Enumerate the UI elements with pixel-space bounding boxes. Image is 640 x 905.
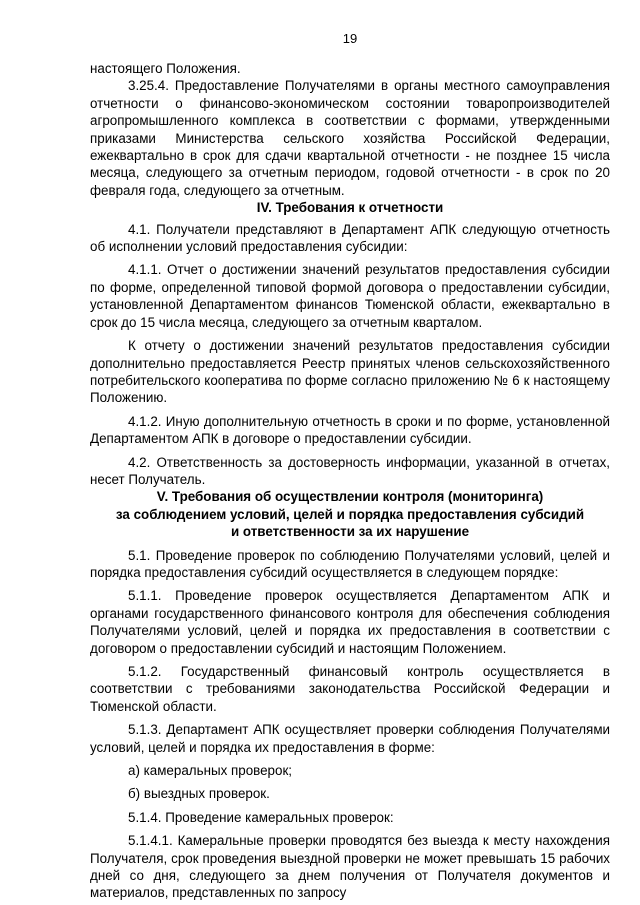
section-4-heading: IV. Требования к отчетности bbox=[256, 200, 444, 216]
paragraph-5-1-2: 5.1.2. Государственный финансовый контроль осуществляется в соответствии с требованиями законодательства Российской Федерации и Тюменской области. bbox=[90, 664, 610, 714]
section-5-heading-line-2: за соблюдением условий, целей и порядка предоставления субсидий bbox=[115, 506, 585, 522]
paragraph-continuation: настоящего Положения. bbox=[90, 61, 241, 76]
paragraph-5-1-3: 5.1.3. Департамент АПК осуществляет проверки соблюдения Получателями условий, целей и порядка их предоставления в форме: bbox=[90, 722, 610, 755]
paragraph-4-2: 4.2. Ответственность за достоверность информации, указанной в отчетах, несет Получатель. bbox=[90, 454, 610, 487]
paragraph-4-1-1: 4.1.1. Отчет о достижении значений результатов предоставления субсидии по форме, определенной типовой формой договора о предоставлении субсидии, установленной Департаментом финансов Тюменской области, ежеквартально в срок до 15 числа месяца, следующего за отчетным кварталом. bbox=[90, 262, 610, 330]
paragraph-5-1-4-1: 5.1.4.1. Камеральные проверки проводятся без выезда к месту нахождения Получателя, срок проведения выездной проверки не может превышать 15 рабочих дней со дня, следующего за днем получения от Получателя документов и материалов, представленных по запросу bbox=[90, 833, 610, 901]
section-5-heading-line-1: V. Требования об осуществлении контроля (мониторинга) bbox=[156, 489, 544, 505]
page-number: 19 bbox=[342, 31, 358, 46]
paragraph-5-1-4: 5.1.4. Проведение камеральных проверок: bbox=[128, 809, 394, 825]
document-body bbox=[90, 60, 610, 902]
paragraph-5-1-1: 5.1.1. Проведение проверок осуществляется Департаментом АПК и органами государственного финансового контроля для обеспечения соблюдения Получателями условий, целей и порядка их предоставления в соответствии с договором о предоставлении субсидий и настоящим Положением. bbox=[90, 588, 610, 656]
paragraph-5-1: 5.1. Проведение проверок по соблюдению Получателями условий, целей и порядка предоставления субсидий осуществляется в следующем порядке: bbox=[90, 547, 610, 580]
section-5-heading-line-3: и ответственности за их нарушение bbox=[230, 524, 470, 540]
paragraph-4-1: 4.1. Получатели представляют в Департамент АПК следующую отчетность об исполнении условий предоставления субсидии: bbox=[90, 221, 610, 255]
paragraph-4-1-2: 4.1.2. Иную дополнительную отчетность в сроки и по форме, установленной Департаментом АПК в договоре о предоставлении субсидии. bbox=[90, 413, 610, 447]
paragraph-3-25-4: 3.25.4. Предоставление Получателями в органы местного самоуправления отчетности о финансово-экономическом состоянии товаропроизводителей агропромышленного комплекса в соответствии с формами, утвержденными приказами Министерства сельского хозяйства Российской Федерации, ежеквартально в срок для сдачи квартальной отчетности - не позднее 15 числа месяца, следующего за отчетным периодом, годовой отчетности - в срок по 20 февраля года, следующего за отчетным. bbox=[90, 78, 610, 198]
paragraph-4-1-1-addendum: К отчету о достижении значений результатов предоставления субсидии дополнительно предоставляется Реестр принятых членов сельскохозяйственного потребительского кооператива по форме согласно приложению № 6 к настоящему Положению. bbox=[90, 338, 610, 406]
list-item-a: а) камеральных проверок; bbox=[128, 763, 293, 779]
section-5-heading bbox=[90, 488, 610, 540]
list-item-b: б) выездных проверок. bbox=[128, 786, 270, 802]
document-page bbox=[90, 0, 610, 905]
